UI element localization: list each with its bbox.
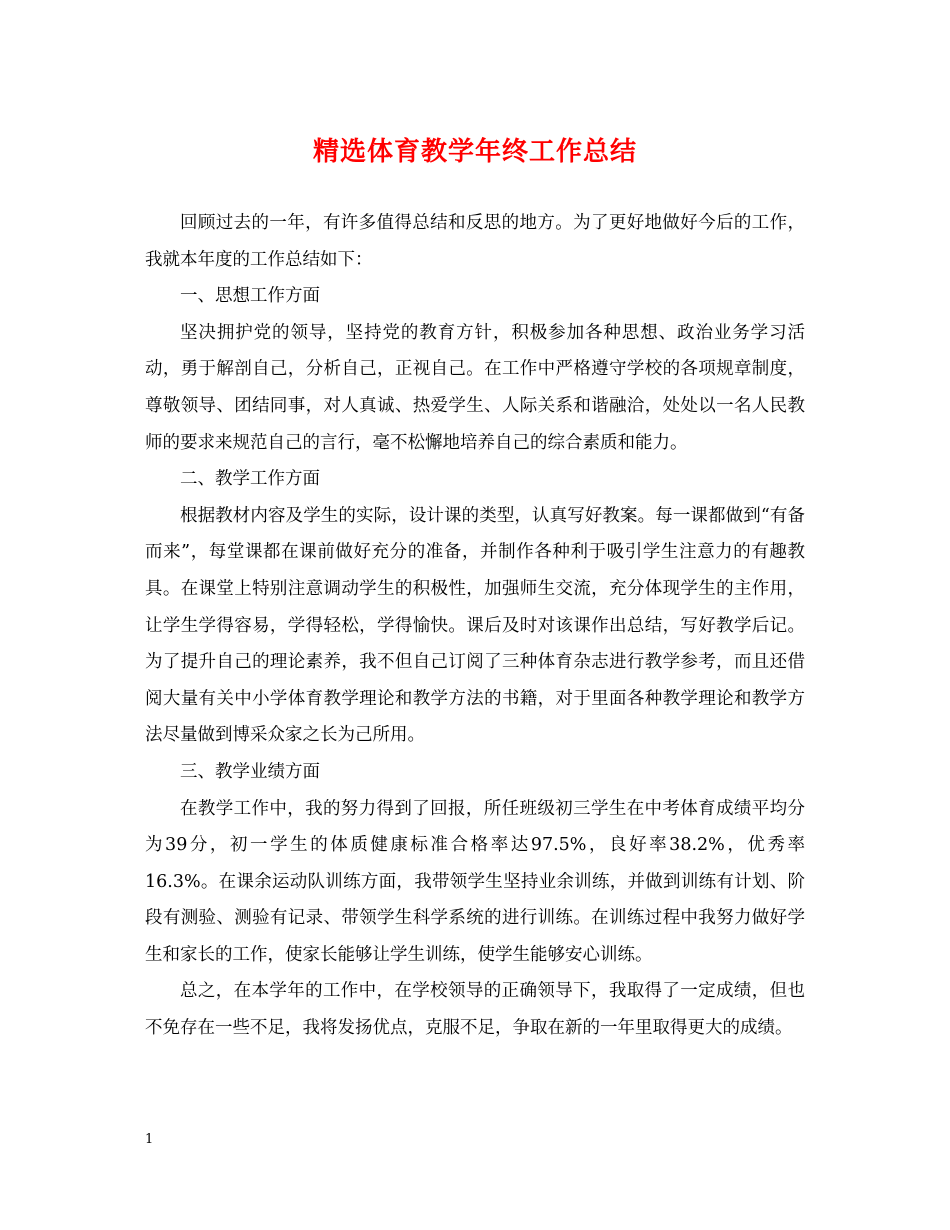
ideology-paragraph: 坚决拥护党的领导，坚持党的教育方针，积极参加各种思想、政治业务学习活动，勇于解剖自己，分析自己，正视自己。在工作中严格遵守学校的各项规章制度，尊敬领导、团结同事，对人真诚、热爱学生、人际关系和谐融洽，处处以一名人民教师的要求来规范自己的言行，毫不松懈地培养自己的综合素质和能力。 xyxy=(145,322,805,453)
document-title: 精选体育教学年终工作总结 xyxy=(312,137,637,167)
intro-paragraph: 回顾过去的一年，有许多值得总结和反思的地方。为了更好地做好今后的工作，我就本年度的工作总结如下： xyxy=(145,213,805,270)
section-heading-achievements: 三、教学业绩方面 xyxy=(180,761,320,782)
section-heading-teaching: 二、教学工作方面 xyxy=(180,469,320,490)
page-number: 1 xyxy=(145,1132,154,1147)
achievements-paragraph: 在教学工作中，我的努力得到了回报，所任班级初三学生在中考体育成绩平均分为39分，初一学生的体质健康标准合格率达97.5%，良好率38.2%，优秀率16.3%。在课余运动队训练方面，我带领学生坚持业余训练，并做到训练有计划、阶段有测验、测验有记录、带领学生科学系统的进行训练。在训练过程中我努力做好学生和家长的工作，使家长能够让学生训练，使学生能够安心训练。 xyxy=(145,798,805,965)
section-heading-ideology: 一、思想工作方面 xyxy=(180,286,320,307)
document-body xyxy=(145,205,805,1047)
conclusion-paragraph: 总之，在本学年的工作中，在学校领导的正确领导下，我取得了一定成绩，但也不免存在一些不足，我将发扬优点，克服不足，争取在新的一年里取得更大的成绩。 xyxy=(145,981,805,1039)
teaching-paragraph: 根据教材内容及学生的实际，设计课的类型，认真写好教案。每一课都做到“有备而来”，每堂课都在课前做好充分的准备，并制作各种利于吸引学生注意力的有趣教具。在课堂上特别注意调动学生的积极性，加强师生交流，充分体现学生的主作用，让学生学得容易，学得轻松，学得愉快。课后及时对该课作出总结，写好教学后记。为了提升自己的理论素养，我不但自己订阅了三种体育杂志进行教学参考，而且还借阅大量有关中小学体育教学理论和教学方法的书籍，对于里面各种教学理论和教学方法尽量做到博采众家之长为己所用。 xyxy=(145,505,805,746)
